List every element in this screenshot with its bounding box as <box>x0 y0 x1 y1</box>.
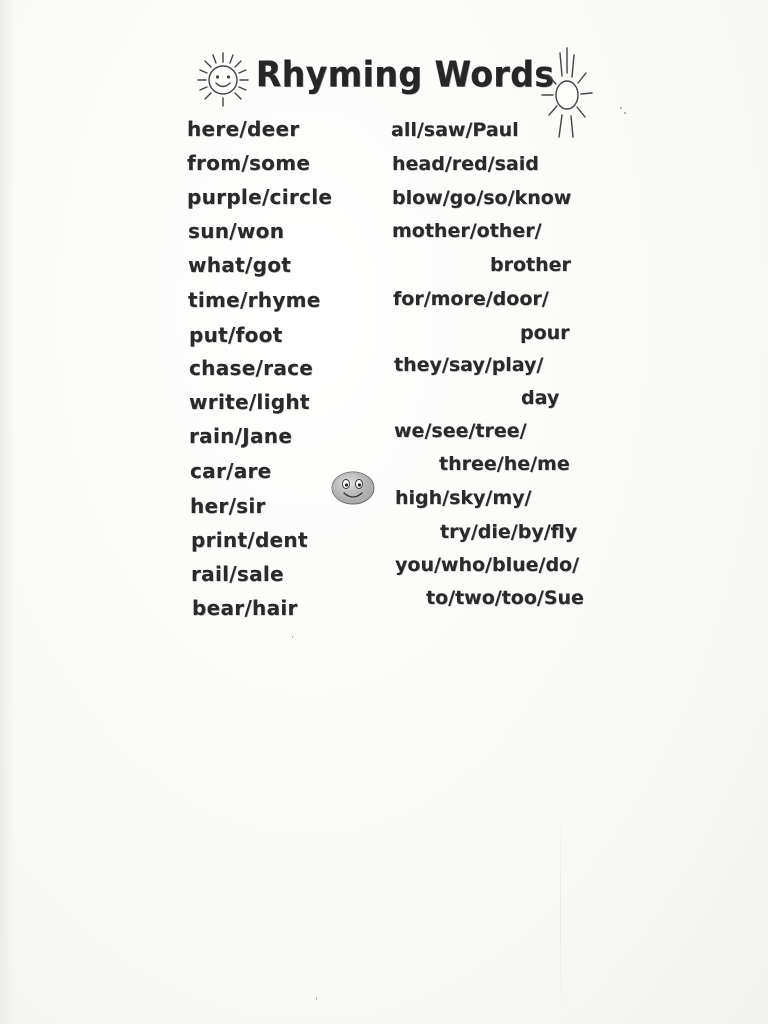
rhyme-pair-print-dent: print/dent <box>191 528 308 552</box>
rhyme-group-try-die-by-fly: try/die/by/fly <box>440 521 578 543</box>
ink-speck <box>292 636 293 638</box>
rhyme-pair-car-are: car/are <box>190 459 272 483</box>
smiling-face-icon <box>329 469 377 507</box>
rhyme-pair-from-some: from/some <box>187 151 311 175</box>
rhyme-group-day: day <box>521 387 560 409</box>
rhyme-pair-chase-race: chase/race <box>189 356 314 380</box>
rhyme-group-brother: brother <box>490 254 571 276</box>
rhyme-group-head-red-said: head/red/said <box>392 153 539 175</box>
smiling-sun-icon <box>196 50 250 108</box>
rhyme-pair-rain-jane: rain/Jane <box>189 424 293 448</box>
rhyme-pair-her-sir: her/sir <box>190 494 266 518</box>
rhyme-group-blow-go-so-know: blow/go/so/know <box>392 187 572 209</box>
rhyme-group-mother-other: mother/other/ <box>392 220 542 242</box>
paper-crease <box>560 805 561 1015</box>
rhyme-pair-rail-sale: rail/sale <box>191 562 284 586</box>
rhyme-group-three-he-me: three/he/me <box>439 453 570 475</box>
rhyme-pair-time-rhyme: time/rhyme <box>188 288 321 312</box>
rhyme-pair-here-deer: here/deer <box>187 117 300 141</box>
rhyme-pair-bear-hair: bear/hair <box>192 596 298 620</box>
rhyme-group-we-see-tree: we/see/tree/ <box>394 420 527 442</box>
page-title: Rhyming Words <box>256 53 555 96</box>
rhyme-group-for-more-door: for/more/door/ <box>393 288 549 310</box>
rhyme-pair-put-foot: put/foot <box>189 323 283 347</box>
paper-edge <box>0 0 14 1024</box>
rhyme-group-high-sky-my: high/sky/my/ <box>395 487 532 509</box>
rhyme-pair-what-got: what/got <box>188 253 292 277</box>
rhyme-pair-write-light: write/light <box>189 390 310 414</box>
rhyme-group-all-saw-paul: all/saw/Paul <box>391 119 519 141</box>
ink-speck <box>316 997 317 1000</box>
rhyme-group-to-two-too-sue: to/two/too/Sue <box>426 587 584 609</box>
ink-speck <box>624 112 626 114</box>
rhyme-group-they-say-play: they/say/play/ <box>394 354 544 376</box>
rhyme-group-you-who-blue-do: you/who/blue/do/ <box>395 554 580 576</box>
ink-speck <box>620 107 622 109</box>
rhyme-pair-sun-won: sun/won <box>188 219 285 243</box>
rhyme-pair-purple-circle: purple/circle <box>187 185 333 209</box>
sun-icon <box>538 45 596 139</box>
rhyme-group-pour: pour <box>520 322 570 344</box>
